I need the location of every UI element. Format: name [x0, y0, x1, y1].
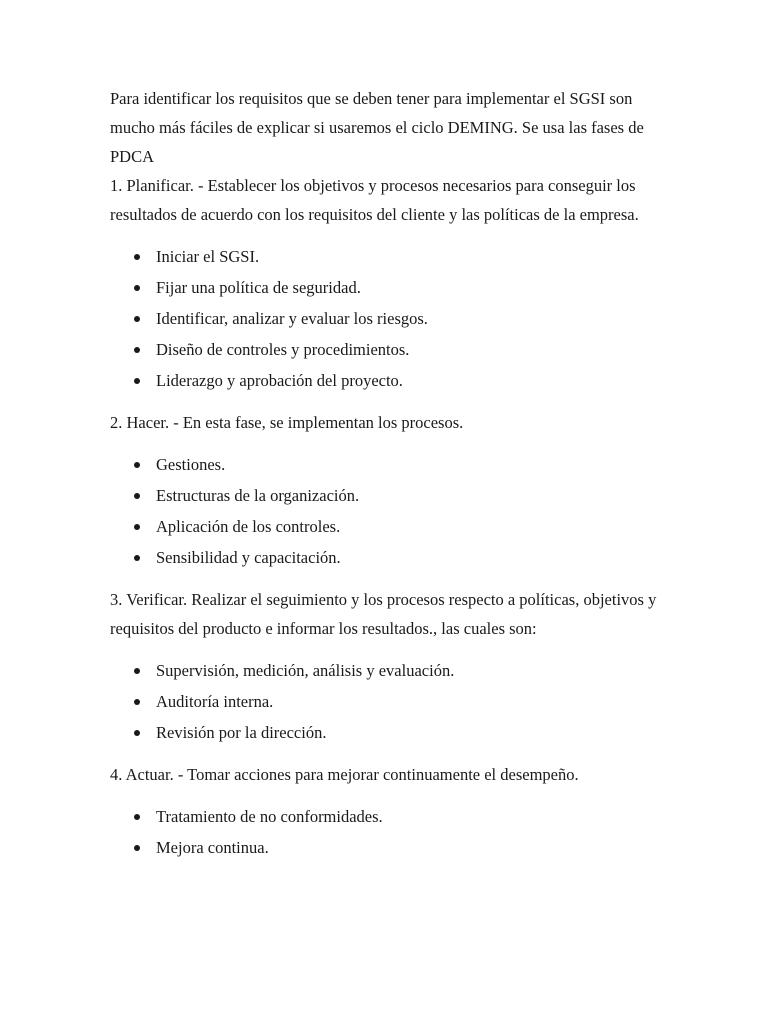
- bullet-icon: [134, 254, 140, 260]
- bullet-icon: [134, 668, 140, 674]
- bullet-icon: [134, 316, 140, 322]
- section-heading-planificar: 1. Planificar. - Establecer los objetivos y procesos necesarios para conseguir los resultados de acuerdo con los requisitos del cliente y las políticas de la empresa.: [110, 176, 639, 224]
- list-item: Gestiones.: [110, 449, 670, 480]
- document-page: [110, 84, 670, 875]
- list-item: Identificar, analizar y evaluar los riesgos.: [110, 303, 670, 334]
- bullet-icon: [134, 347, 140, 353]
- bullet-list-verificar: [110, 655, 670, 748]
- list-item: Supervisión, medición, análisis y evaluación.: [110, 655, 670, 686]
- bullet-icon: [134, 699, 140, 705]
- list-item: Iniciar el SGSI.: [110, 241, 670, 272]
- bullet-icon: [134, 730, 140, 736]
- bullet-list-hacer: [110, 449, 670, 573]
- bullet-list-actuar: [110, 801, 670, 863]
- list-item: Liderazgo y aprobación del proyecto.: [110, 365, 670, 396]
- bullet-list-planificar: [110, 241, 670, 396]
- list-item: Auditoría interna.: [110, 686, 670, 717]
- list-item: Aplicación de los controles.: [110, 511, 670, 542]
- list-item: Fijar una política de seguridad.: [110, 272, 670, 303]
- bullet-icon: [134, 524, 140, 530]
- section-heading-actuar: 4. Actuar. - Tomar acciones para mejorar continuamente el desempeño.: [110, 765, 579, 784]
- bullet-icon: [134, 555, 140, 561]
- list-item: Revisión por la dirección.: [110, 717, 670, 748]
- list-item: Sensibilidad y capacitación.: [110, 542, 670, 573]
- bullet-icon: [134, 378, 140, 384]
- section-heading-hacer: 2. Hacer. - En esta fase, se implementan los procesos.: [110, 413, 464, 432]
- bullet-icon: [134, 285, 140, 291]
- section-heading-verificar: 3. Verificar. Realizar el seguimiento y los procesos respecto a políticas, objetivos y requisitos del producto e informar los resultados., las cuales son:: [110, 590, 657, 638]
- bullet-icon: [134, 493, 140, 499]
- list-item: Diseño de controles y procedimientos.: [110, 334, 670, 365]
- bullet-icon: [134, 462, 140, 468]
- list-item: Mejora continua.: [110, 832, 670, 863]
- intro-paragraph: Para identificar los requisitos que se deben tener para implementar el SGSI son mucho más fáciles de explicar si usaremos el ciclo DEMING. Se usa las fases de PDCA: [110, 89, 644, 166]
- list-item: Tratamiento de no conformidades.: [110, 801, 670, 832]
- bullet-icon: [134, 814, 140, 820]
- bullet-icon: [134, 845, 140, 851]
- list-item: Estructuras de la organización.: [110, 480, 670, 511]
